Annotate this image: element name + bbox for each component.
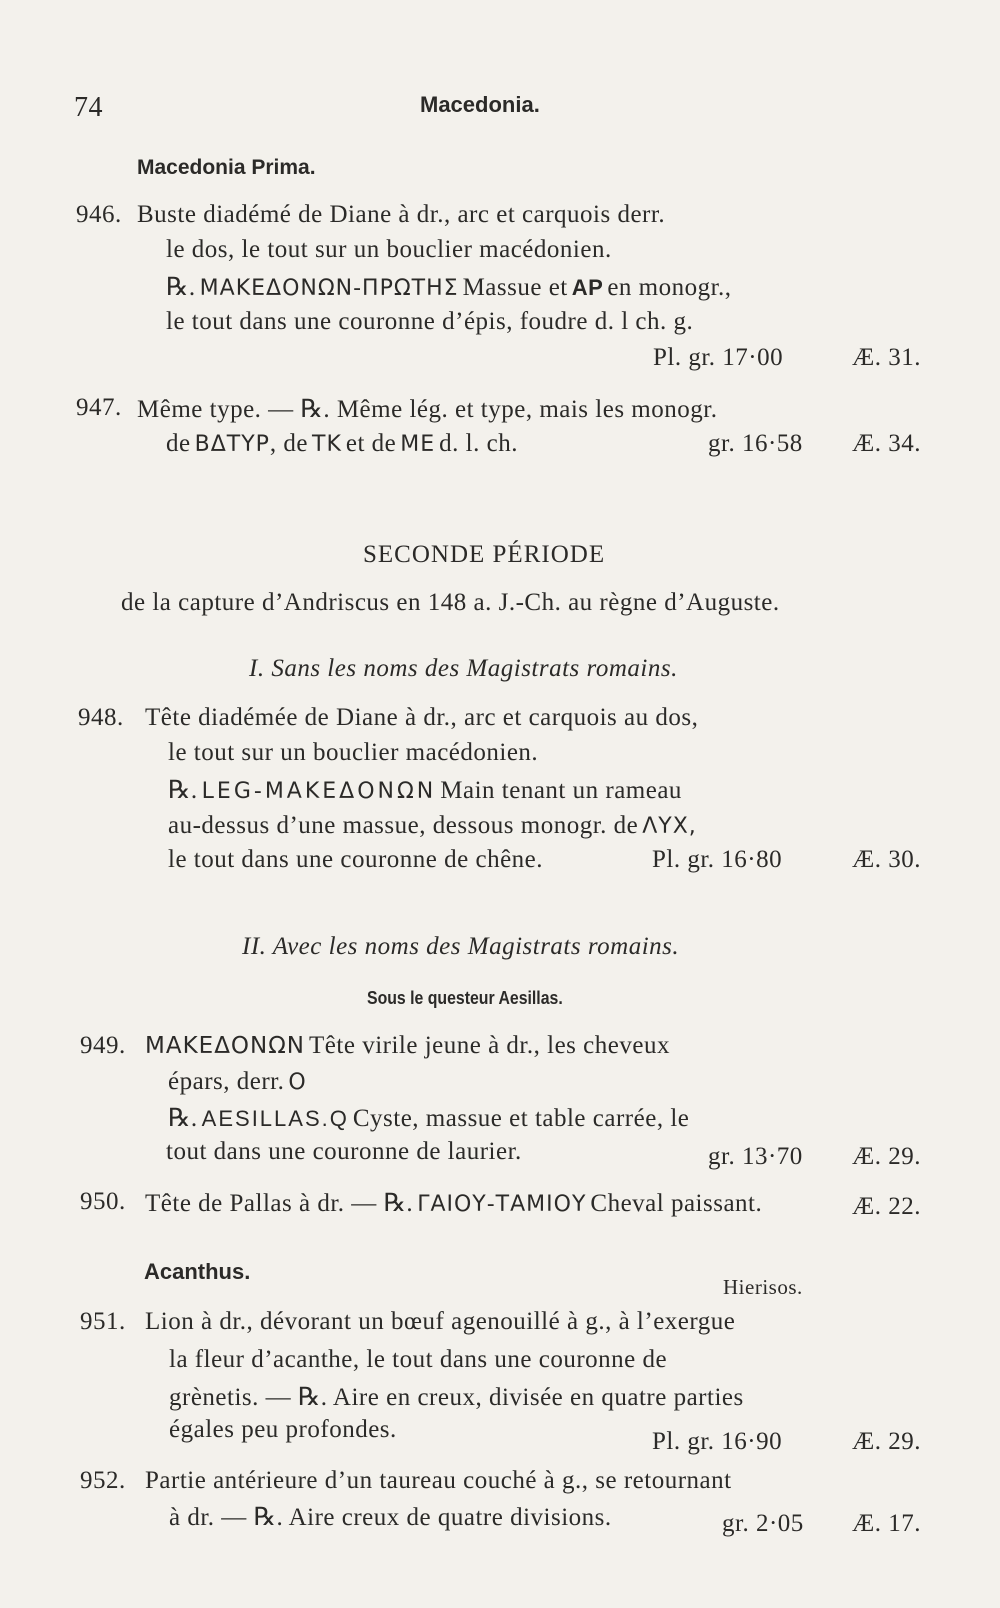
entry-line xyxy=(166,272,732,302)
entry-text: Massue et xyxy=(462,274,568,301)
weight: Pl. gr. 16·90 xyxy=(652,1428,783,1455)
entry-line xyxy=(168,812,697,840)
monogram: ΛΥΧ, xyxy=(642,814,697,839)
weight: gr. 2·05 xyxy=(722,1510,804,1537)
entry-number: 950. xyxy=(80,1188,126,1215)
entry-line: le tout dans une couronne de chêne. xyxy=(168,846,544,873)
entry-line: Partie antérieure d’un taureau couché à g., se retournant xyxy=(145,1467,732,1494)
entry-text: Tête virile jeune à dr., les cheveux xyxy=(309,1032,670,1059)
legend: AESILLAS.Q xyxy=(201,1106,349,1131)
reverse-symbol: ℞. xyxy=(166,274,196,301)
period-heading: SECONDE PÉRIODE xyxy=(363,541,606,568)
entry-text: Tête de Pallas à dr. — ℞. xyxy=(145,1190,414,1217)
monogram: ΒΔΤΥΡ xyxy=(194,432,270,457)
entry-text: au-dessus d’une massue, dessous monogr. de xyxy=(168,812,639,839)
legend: ΜΑΚΕΔΟΝΩΝ xyxy=(145,1033,306,1059)
metal-size: Æ. 29. xyxy=(852,1143,921,1170)
entry-text: en monogr., xyxy=(607,274,732,301)
entry-line xyxy=(168,775,682,805)
entry-number: 949. xyxy=(80,1032,126,1059)
entry-line: grènetis. — ℞. Aire en creux, divisée en quatre parties xyxy=(169,1384,744,1411)
entry-number: 948. xyxy=(78,704,124,731)
weight: gr. 16·58 xyxy=(708,430,803,457)
entry-text: Main tenant un rameau xyxy=(440,777,682,804)
legend: ΓΑΙΟΥ-ΤΑΜΙΟΥ xyxy=(417,1192,587,1217)
entry-number: 952. xyxy=(80,1467,126,1494)
monogram: ΜΕ xyxy=(400,432,436,457)
modern-name: Hierisos. xyxy=(723,1275,803,1299)
entry-line: le tout dans une couronne d’épis, foudre d. l ch. g. xyxy=(166,308,694,335)
metal-size: Æ. 29. xyxy=(852,1428,921,1455)
metal-size: Æ. 34. xyxy=(852,430,921,457)
metal-size: Æ. 17. xyxy=(852,1510,921,1537)
weight: Pl. gr. 17·00 xyxy=(653,344,784,371)
metal-size: Æ. 30. xyxy=(852,846,921,873)
weight: Pl. gr. 16·80 xyxy=(652,846,783,873)
entry-line: le dos, le tout sur un bouclier macédonien. xyxy=(166,236,612,263)
entry-line: la fleur d’acanthe, le tout dans une couronne de xyxy=(169,1346,668,1373)
reverse-symbol: ℞. xyxy=(168,1105,198,1132)
running-title: Macedonia. xyxy=(420,92,540,117)
entry-line xyxy=(145,1188,762,1218)
entry-number: 951. xyxy=(80,1308,126,1335)
entry-text: et de xyxy=(345,430,397,457)
entry-line xyxy=(168,1068,307,1096)
section-title: Macedonia Prima. xyxy=(137,156,316,179)
magistrate-heading: Sous le questeur Aesillas. xyxy=(367,988,563,1008)
entry-number: 947. xyxy=(76,394,122,421)
entry-line: tout dans une couronne de laurier. xyxy=(166,1138,522,1165)
legend: ΜΑΚΕΔΟΝΩΝ-ΠΡΩΤΗΣ xyxy=(199,276,459,301)
period-subtitle: de la capture d’Andriscus en 148 a. J.-Ch. au règne d’Auguste. xyxy=(121,589,780,616)
entry-text: d. l. ch. xyxy=(439,430,518,457)
monogram: Ο xyxy=(288,1070,307,1095)
entry-number: 946. xyxy=(76,201,122,228)
entry-line: à dr. — ℞. Aire creux de quatre divisions. xyxy=(169,1504,612,1531)
entry-line: égales peu profondes. xyxy=(169,1416,397,1443)
entry-line: Même type. — ℞. Même lég. et type, mais les monogr. xyxy=(137,396,718,423)
entry-text: de xyxy=(166,430,191,457)
section-title: Acanthus. xyxy=(144,1259,251,1284)
monogram: ΤΚ xyxy=(312,432,342,457)
entry-text: , de xyxy=(269,430,309,457)
monogram: AP xyxy=(571,275,604,300)
weight: gr. 13·70 xyxy=(708,1143,803,1170)
entry-line xyxy=(145,1032,670,1060)
entry-text: épars, derr. xyxy=(168,1068,285,1095)
entry-line xyxy=(168,1103,689,1133)
entry-text: Cyste, massue et table carrée, le xyxy=(352,1105,690,1132)
metal-size: Æ. 22. xyxy=(852,1193,921,1220)
entry-line xyxy=(166,430,518,458)
group-heading: I. Sans les noms des Magistrats romains. xyxy=(249,655,678,682)
entry-line: Buste diadémé de Diane à dr., arc et carquois derr. xyxy=(137,201,666,228)
reverse-symbol: ℞. xyxy=(168,777,198,804)
entry-text: Cheval paissant. xyxy=(590,1190,763,1217)
entry-line: le tout sur un bouclier macédonien. xyxy=(168,739,539,766)
legend: LEG-ΜΑΚΕΔΟΝΩΝ xyxy=(201,779,437,804)
entry-line: Tête diadémée de Diane à dr., arc et carquois au dos, xyxy=(145,704,699,731)
entry-line: Lion à dr., dévorant un bœuf agenouillé à g., à l’exergue xyxy=(145,1308,736,1335)
page-number: 74 xyxy=(74,92,103,123)
metal-size: Æ. 31. xyxy=(852,344,921,371)
group-heading: II. Avec les noms des Magistrats romains. xyxy=(242,933,680,960)
